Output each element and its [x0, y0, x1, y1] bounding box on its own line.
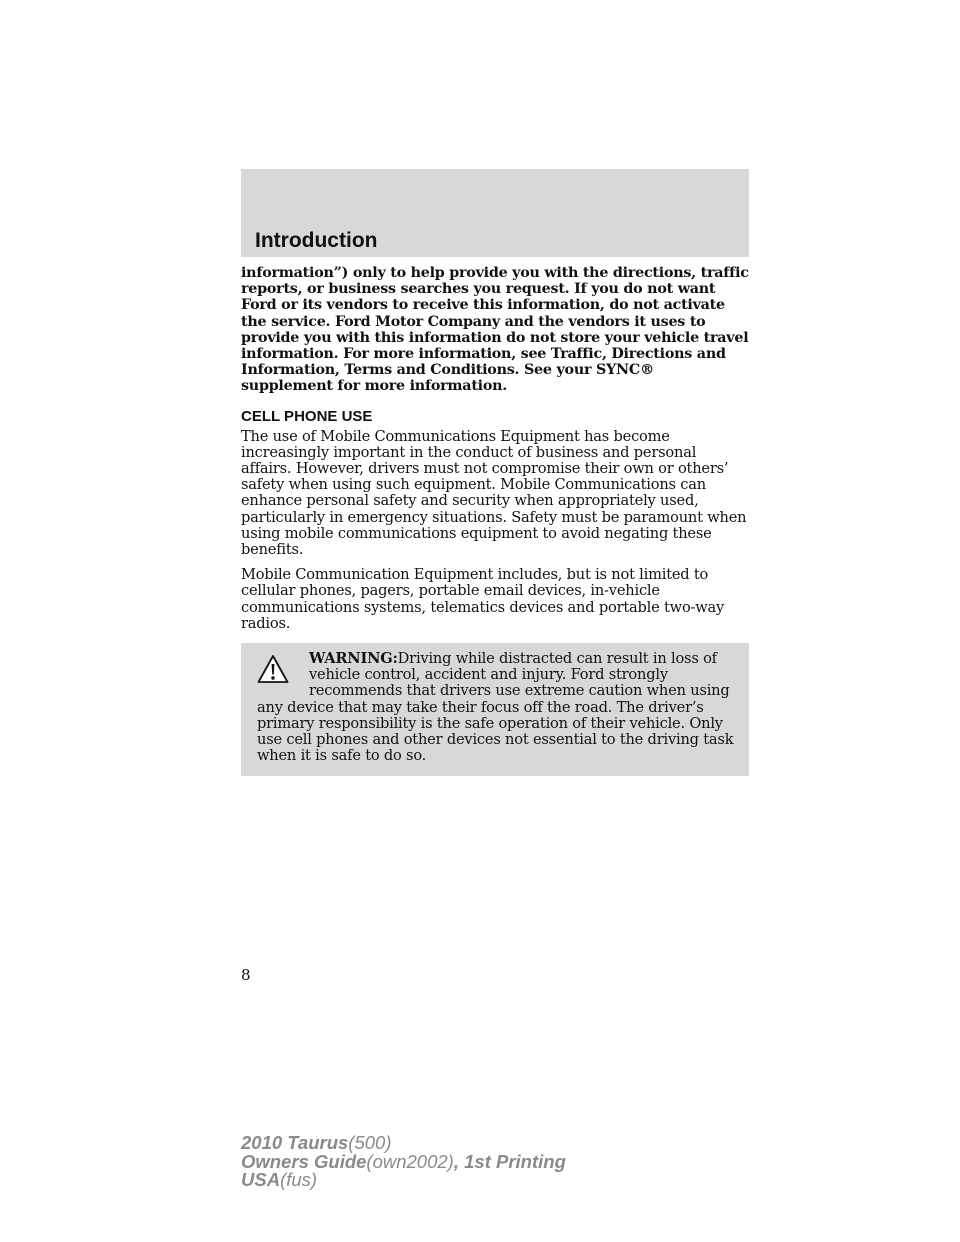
- warning-label: WARNING:: [309, 650, 398, 668]
- footer-guide: Owners Guide: [241, 1150, 367, 1172]
- chapter-header: [241, 169, 749, 257]
- section-heading: CELL PHONE USE: [241, 407, 373, 425]
- page-content: [241, 265, 749, 776]
- footer-region-code: (fus): [280, 1169, 318, 1190]
- footer-model-code: (500): [348, 1132, 392, 1153]
- footer-model: 2010 Taurus: [241, 1132, 349, 1153]
- warning-triangle-icon: [257, 654, 289, 684]
- footer-guide-code: (own2002): [366, 1150, 454, 1172]
- page-number: 8: [241, 966, 251, 984]
- body-paragraph: Mobile Communication Equipment includes, but is not limited to cellular phones, pagers, portable email devices, in-vehicle communications systems, telematics devices and portable two-way radios.: [241, 566, 725, 632]
- chapter-title: Introduction: [255, 229, 378, 252]
- warning-text: Driving while distracted can result in loss of vehicle control, accident and injury. Ford strongly recommends that drivers use extreme caution when using any device that may take their focus off the road. The driver’s primary responsibility is the safe operation of their vehicle. Only use cell phones and other devices not essential to the driving task when it is safe to do so.: [257, 650, 734, 765]
- body-paragraph: The use of Mobile Communications Equipment has become increasingly important in the conduct of business and personal affairs. However, drivers must not compromise their own or others’ safety when using such equipment. Mobile Communications can enhance personal safety and security when appropriately used, particularly in emergency situations. Safety must be paramount when using mobile communications equipment to avoid negating these benefits.: [241, 427, 747, 559]
- intro-paragraph: information”) only to help provide you with the directions, traffic reports, or business searches you request. If you do not want Ford or its vendors to receive this information, do not activate the service. Ford Motor Company and the vendors it uses to provide you with this information do not store your vehicle travel information. For more information, see Traffic, Directions and Information, Terms and Conditions. See your SYNC® supplement for more information.: [241, 265, 749, 395]
- print-footer: [241, 1134, 566, 1190]
- warning-box: [241, 643, 749, 776]
- footer-printing: , 1st Printing: [453, 1150, 566, 1172]
- footer-region: USA: [241, 1169, 281, 1190]
